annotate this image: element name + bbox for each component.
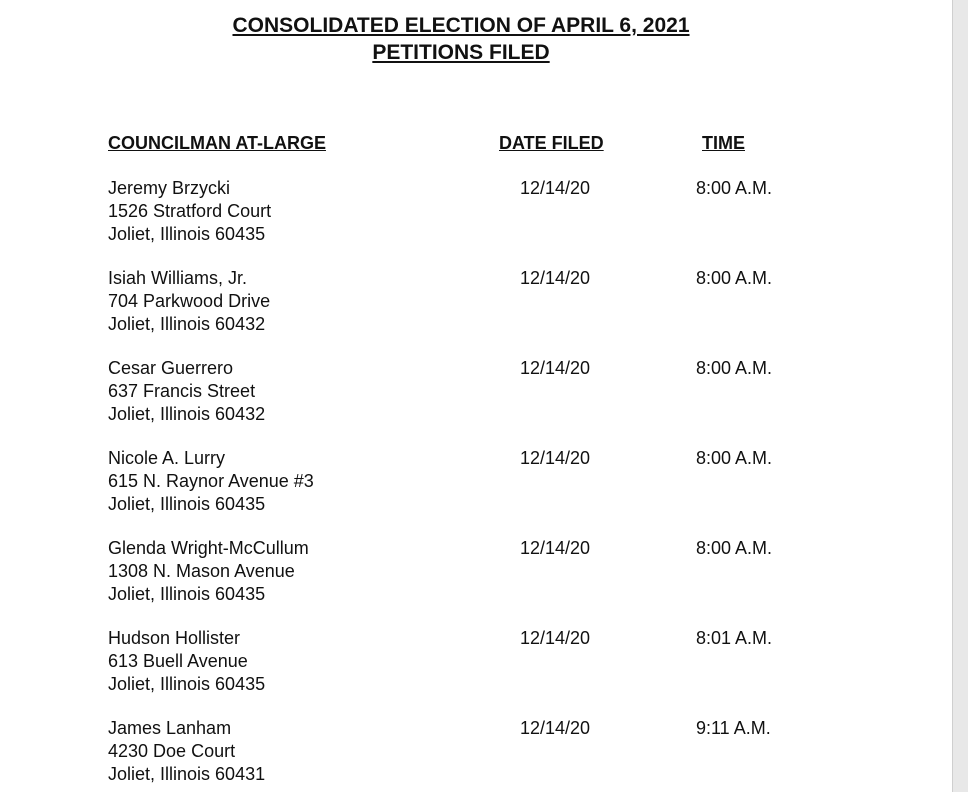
candidate-street: 637 Francis Street [108,381,256,401]
candidate-name: Hudson Hollister [108,628,241,648]
candidate-row [0,267,952,347]
candidate-info [108,537,309,606]
candidate-name: Glenda Wright-McCullum [108,538,309,558]
time-filed: 8:00 A.M. [696,538,773,558]
candidate-city: Joliet, Illinois 60435 [108,494,266,514]
time-filed: 9:11 A.M. [696,718,771,738]
candidate-city: Joliet, Illinois 60432 [108,314,266,334]
document-subtitle: PETITIONS FILED [372,41,550,64]
date-filed: 12/14/20 [520,448,591,468]
time-filed: 8:00 A.M. [696,178,773,198]
candidate-info [108,357,265,426]
candidate-info [108,447,314,516]
candidate-row [0,537,952,617]
candidate-street: 704 Parkwood Drive [108,291,271,311]
time-filed: 8:00 A.M. [696,358,773,378]
candidate-city: Joliet, Illinois 60432 [108,404,266,424]
viewer-scrollbar[interactable] [952,0,968,792]
candidate-info [108,267,270,336]
header-office: COUNCILMAN AT-LARGE [108,133,326,153]
candidate-name: James Lanham [108,718,232,738]
candidate-row [0,717,952,792]
date-filed: 12/14/20 [520,268,591,288]
candidate-info [108,717,265,786]
candidate-row [0,447,952,527]
document-title: CONSOLIDATED ELECTION OF APRIL 6, 2021 [232,14,690,37]
candidate-name: Cesar Guerrero [108,358,234,378]
candidate-info [108,627,265,696]
candidate-street: 613 Buell Avenue [108,651,248,671]
candidate-row [0,627,952,707]
candidate-info [108,177,271,246]
candidate-street: 1308 N. Mason Avenue [108,561,295,581]
date-filed: 12/14/20 [520,358,591,378]
candidate-name: Nicole A. Lurry [108,448,226,468]
candidate-row [0,357,952,437]
candidate-row [0,177,952,257]
date-filed: 12/14/20 [520,718,591,738]
candidate-street: 1526 Stratford Court [108,201,272,221]
candidate-city: Joliet, Illinois 60431 [108,764,266,784]
candidate-city: Joliet, Illinois 60435 [108,674,266,694]
candidate-street: 615 N. Raynor Avenue #3 [108,471,314,491]
header-time: TIME [702,133,745,153]
time-filed: 8:00 A.M. [696,448,773,468]
date-filed: 12/14/20 [520,538,591,558]
date-filed: 12/14/20 [520,178,591,198]
header-date-filed: DATE FILED [499,133,604,153]
candidate-city: Joliet, Illinois 60435 [108,224,266,244]
candidate-name: Isiah Williams, Jr. [108,268,248,288]
time-filed: 8:00 A.M. [696,268,773,288]
candidate-city: Joliet, Illinois 60435 [108,584,266,604]
candidate-name: Jeremy Brzycki [108,178,231,198]
time-filed: 8:01 A.M. [696,628,773,648]
candidate-street: 4230 Doe Court [108,741,236,761]
date-filed: 12/14/20 [520,628,591,648]
